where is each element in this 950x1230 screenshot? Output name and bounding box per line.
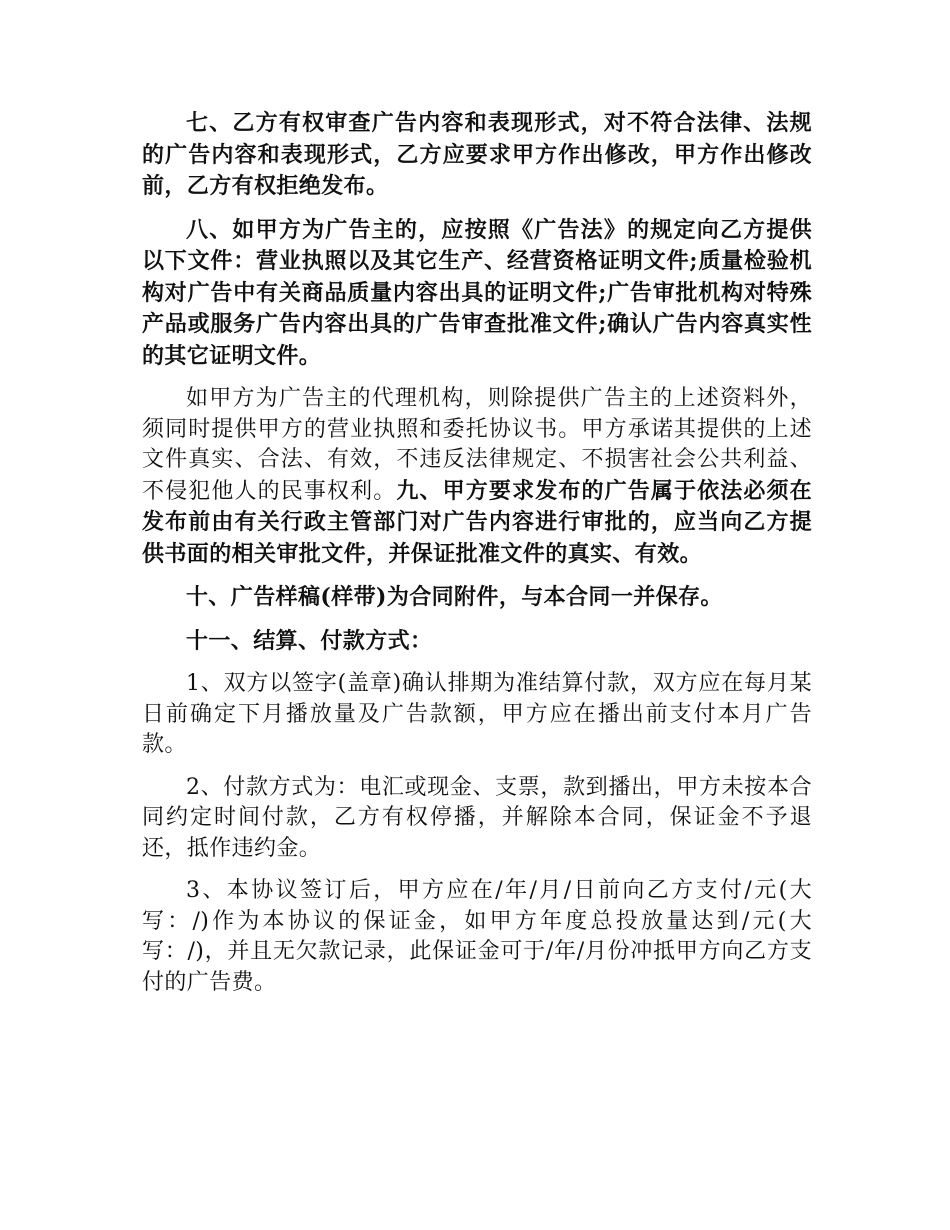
document-page	[142, 108, 812, 1010]
clause-9-text: 九、甲方要求发布的广告属于依法必须在发布前由有关行政主管部门对广告内容进行审批的，应当向乙方提供书面的相关审批文件，并保证批准文件的真实、有效。	[142, 477, 813, 567]
clause-11-item-1-text: 1、双方以签字(盖章)确认排期为准结算付款，双方应在每月某日前确定下月播放量及广告款额，甲方应在播出前支付本月广告款。	[142, 671, 812, 757]
clause-11-heading	[142, 626, 812, 658]
clause-8-agent-text: 如甲方为广告主的代理机构，则除提供广告主的上述资料外，须同时提供甲方的营业执照和委托协议书。甲方承诺其提供的上述文件真实、合法、有效，不违反法律规定、不损害社会公共利益、不侵犯他人的民事权利。	[142, 386, 812, 504]
clause-8-text: 八、如甲方为广告主的，应按照《广告法》的规定向乙方提供以下文件：营业执照以及其它生产、经营资格证明文件;质量检验机构对广告中有关商品质量内容出具的证明文件;广告审批机构对特殊产品或服务广告内容出具的广告审查批准文件;确认广告内容真实性的其它证明文件。	[142, 216, 812, 369]
clause-10-text: 十、广告样稿(样带)为合同附件，与本合同一并保存。	[186, 584, 723, 610]
clause-11-item-1	[142, 669, 812, 761]
clause-7	[142, 108, 812, 203]
clause-11-item-3	[142, 876, 812, 998]
clause-10	[142, 582, 812, 614]
clause-11-item-2	[142, 773, 812, 865]
clause-11-item-3-text: 3、本协议签订后，甲方应在/年/月/日前向乙方支付/元(大写：/)作为本协议的保证金，如甲方年度总投放量达到/元(大写：/)，并且无欠款记录，此保证金可于/年/月份冲抵甲方向乙方支付的广告费。	[142, 878, 812, 995]
clause-8-agent-and-clause-9	[142, 384, 812, 570]
clause-8	[142, 215, 812, 373]
clause-11-item-2-text: 2、付款方式为：电汇或现金、支票，款到播出，甲方未按本合同约定时间付款，乙方有权停播，并解除本合同，保证金不予退还，抵作违约金。	[142, 774, 812, 861]
clause-7-text: 七、乙方有权审查广告内容和表现形式，对不符合法律、法规的广告内容和表现形式，乙方应要求甲方作出修改，甲方作出修改前，乙方有权拒绝发布。	[142, 110, 812, 199]
clause-11-heading-text: 十一、结算、付款方式：	[186, 627, 433, 654]
